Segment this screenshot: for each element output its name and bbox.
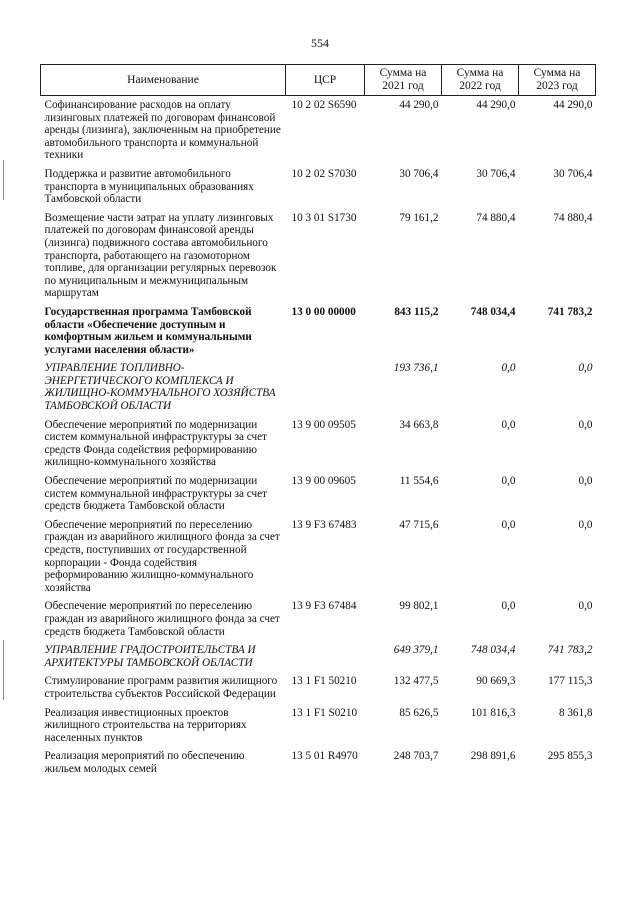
cell-sum-2022: 101 816,3 — [470, 706, 516, 719]
cell-name: Реализация инвестиционных проектов жилищного строительства на территориях населенных пунктов — [44, 706, 247, 744]
header-sum-2023: Сумма на 2023 год — [519, 65, 596, 96]
cell-sum-2023: 295 855,3 — [547, 750, 593, 763]
cell-sum-2022: 0,0 — [501, 600, 516, 613]
table-row — [41, 672, 596, 703]
cell-sum-2023: 74 880,4 — [553, 211, 593, 224]
cell-code: 10 3 01 S1730 — [291, 211, 357, 224]
cell-sum-2021: 34 663,8 — [399, 418, 439, 431]
cell-sum-2023: 0,0 — [578, 475, 593, 488]
cell-sum-2021: 85 626,5 — [399, 706, 439, 719]
cell-sum-2022: 0,0 — [501, 362, 516, 375]
table-row — [41, 472, 596, 516]
cell-sum-2022: 0,0 — [501, 418, 516, 431]
table-row — [41, 597, 596, 641]
cell-sum-2023: 0,0 — [578, 600, 593, 613]
cell-sum-2022: 30 706,4 — [476, 167, 516, 180]
cell-name: УПРАВЛЕНИЕ ГРАДОСТРОИТЕЛЬСТВА И АРХИТЕКТУРЫ ТАМБОВСКОЙ ОБЛАСТИ — [44, 644, 256, 669]
table-row — [41, 416, 596, 472]
cell-code: 13 9 F3 67484 — [291, 600, 357, 613]
cell-code: 13 1 F1 S0210 — [291, 706, 358, 719]
cell-name: УПРАВЛЕНИЕ ТОПЛИВНО-ЭНЕРГЕТИЧЕСКОГО КОМПЛЕКСА И ЖИЛИЩНО-КОММУНАЛЬНОГО ХОЗЯЙСТВА ТАМБОВСКОЙ ОБЛАСТИ — [44, 362, 276, 413]
cell-code: 13 9 F3 67483 — [291, 518, 357, 531]
cell-sum-2022: 298 891,6 — [470, 750, 516, 763]
cell-name: Обеспечение мероприятий по модернизации систем коммунальной инфраструктуры за счет средств Фонда содействия реформированию жилищно-коммунального хозяйства — [44, 418, 267, 469]
table-row — [41, 747, 596, 778]
cell-sum-2022: 90 669,3 — [476, 675, 516, 688]
cell-sum-2022: 748 034,4 — [470, 305, 516, 318]
cell-sum-2021: 843 115,2 — [394, 305, 439, 318]
table-row — [41, 209, 596, 303]
cell-code: 10 2 02 S6590 — [291, 99, 357, 111]
cell-name: Поддержка и развитие автомобильного транспорта в муниципальных образованиях Тамбовской области — [44, 167, 254, 206]
cell-code — [286, 641, 365, 672]
cell-name: Реализация мероприятий по обеспечению жильем молодых семей — [44, 750, 245, 775]
cell-name: Обеспечение мероприятий по переселению граждан из аварийного жилищного фонда за счет средств бюджета Тамбовской области — [44, 600, 280, 638]
table-row — [41, 359, 596, 415]
table-row — [41, 165, 596, 209]
cell-name: Обеспечение мероприятий по модернизации систем коммунальной инфраструктуры за счет средств бюджета Тамбовской области — [44, 475, 267, 513]
cell-sum-2021: 99 802,1 — [399, 600, 439, 613]
margin-mark — [3, 640, 4, 700]
header-sum-2021: Сумма на 2021 год — [365, 65, 442, 96]
cell-code: 13 0 00 00000 — [291, 305, 356, 318]
header-name: Наименование — [41, 65, 286, 96]
cell-sum-2021: 47 715,6 — [399, 518, 439, 531]
margin-mark — [3, 160, 4, 200]
cell-name: Стимулирование программ развития жилищного строительства субъектов Российской Федерации — [44, 675, 278, 700]
cell-sum-2022: 0,0 — [501, 518, 516, 531]
cell-name: Возмещение части затрат на уплату лизинговых платежей по договорам финансовой аренды (лизинга) подвижного состава автомобильного транспорта, работающего на газомоторном топливе, для организации регулярных перевозок по муниципальным и межмуниципальным маршрутам — [44, 211, 277, 300]
cell-code: 10 2 02 S7030 — [291, 167, 357, 180]
cell-sum-2023: 0,0 — [578, 362, 593, 375]
header-sum-2022: Сумма на 2022 год — [442, 65, 519, 96]
cell-sum-2021: 132 477,5 — [393, 675, 439, 688]
cell-sum-2023: 741 783,2 — [547, 305, 593, 318]
table-header-row — [41, 65, 596, 96]
cell-sum-2023: 0,0 — [578, 518, 593, 531]
header-code: ЦСР — [286, 65, 365, 96]
cell-sum-2023: 177 115,3 — [548, 675, 593, 688]
cell-sum-2022: 0,0 — [501, 475, 516, 488]
table-row — [41, 641, 596, 672]
cell-sum-2021: 248 703,7 — [393, 750, 439, 763]
table-row — [41, 704, 596, 748]
table-row — [41, 516, 596, 598]
cell-sum-2022: 748 034,4 — [470, 644, 516, 657]
cell-name: Софинансирование расходов на оплату лизинговых платежей по договорам финансовой аренды (лизинга), заключенным на приобретение автомобильного транспорта и коммунальной техники — [44, 99, 281, 162]
cell-sum-2023: 30 706,4 — [553, 167, 593, 180]
cell-name: Государственная программа Тамбовской области «Обеспечение доступным и комфортным жильем и коммунальными услугами населения области» — [44, 305, 252, 356]
cell-sum-2023: 8 361,8 — [558, 706, 593, 719]
cell-sum-2021: 30 706,4 — [399, 167, 439, 180]
cell-code: 13 9 00 09605 — [291, 475, 356, 488]
cell-sum-2023: 44 290,0 — [553, 99, 593, 111]
cell-sum-2021: 44 290,0 — [399, 99, 439, 111]
cell-sum-2021: 649 379,1 — [393, 644, 439, 657]
cell-sum-2021: 193 736,1 — [393, 362, 439, 375]
cell-name: Обеспечение мероприятий по переселению граждан из аварийного жилищного фонда за счет средств, поступивших от государственной корпорации - Фонда содействия реформированию жилищно-коммунального хозяйства — [44, 518, 280, 594]
table-row — [41, 96, 596, 165]
cell-code: 13 1 F1 50210 — [291, 675, 357, 688]
cell-sum-2023: 741 783,2 — [547, 644, 593, 657]
cell-code: 13 9 00 09505 — [291, 418, 356, 431]
table-row — [41, 303, 596, 359]
cell-sum-2021: 79 161,2 — [399, 211, 439, 224]
cell-code: 13 5 01 R4970 — [291, 750, 358, 763]
cell-sum-2021: 11 554,6 — [399, 475, 439, 488]
page-number: 554 — [311, 36, 329, 50]
cell-sum-2022: 44 290,0 — [476, 99, 516, 111]
budget-table — [40, 64, 596, 779]
cell-sum-2023: 0,0 — [578, 418, 593, 431]
cell-code — [286, 359, 365, 415]
cell-sum-2022: 74 880,4 — [476, 211, 516, 224]
